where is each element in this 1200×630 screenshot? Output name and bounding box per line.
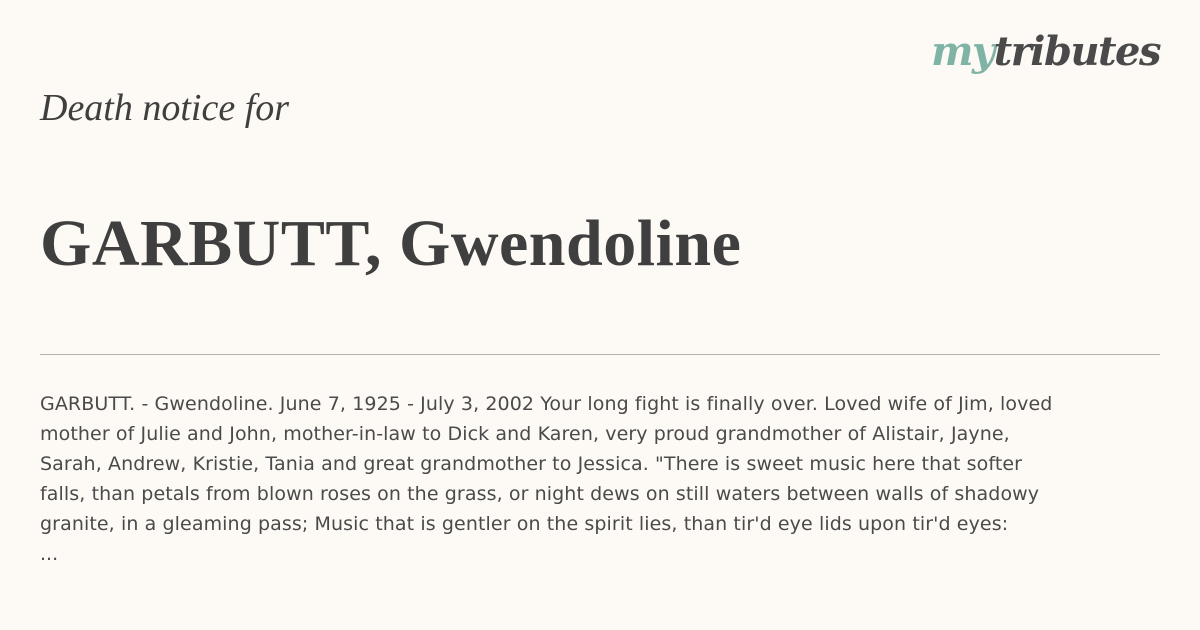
divider — [40, 354, 1160, 355]
notice-text: GARBUTT. - Gwendoline. June 7, 1925 - July 3, 2002 Your long fight is finally over. Loved wife of Jim, loved mother of Julie and John, mother-in-law to Dick and Karen, very proud grandmother of Alistair, Jayne, Sarah, Andrew, Kristie, Tania and great grandmother to Jessica. "There is sweet music here that softer falls, than petals from blown roses on the grass, or night dews on still waters between walls of shadowy granite, in a gleaming pass; Music that is gentler on the spirit lies, than tir'd eye lids upon tir'd eyes: — [40, 393, 1053, 535]
deceased-name: GARBUTT, Gwendoline — [40, 207, 742, 280]
notice-ellipsis: ... — [40, 543, 59, 565]
death-notice-label: Death notice for — [40, 87, 290, 129]
logo-tributes-text: tributes — [993, 28, 1160, 75]
mytributes-logo[interactable] — [931, 28, 1160, 75]
logo-my-text: my — [931, 28, 994, 75]
